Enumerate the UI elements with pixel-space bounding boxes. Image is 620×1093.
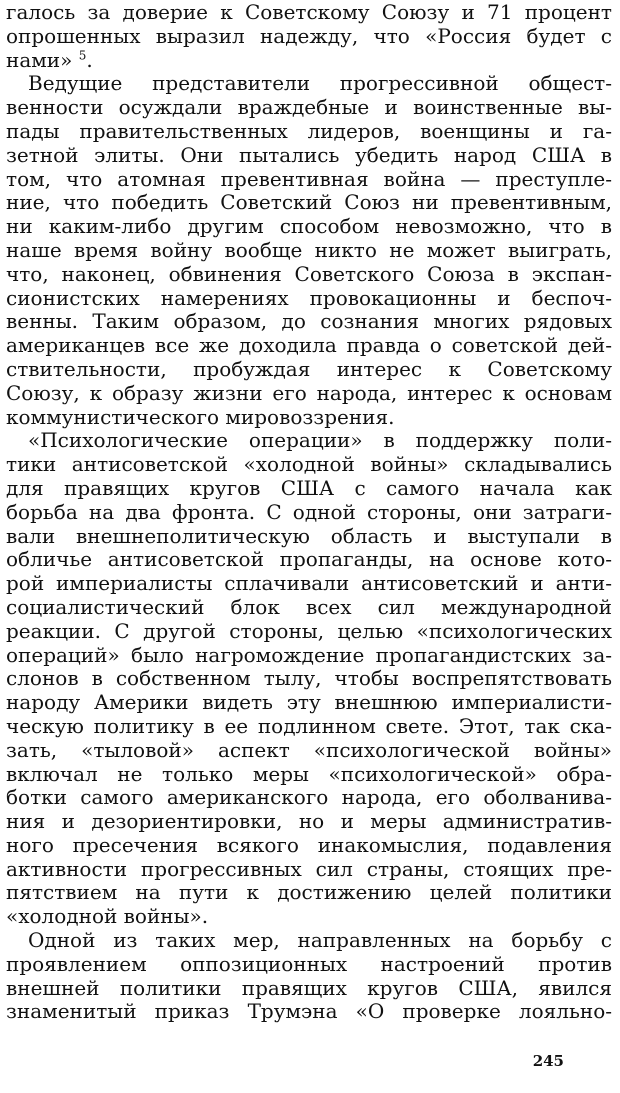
text-line: для правящих кругов США с самого начала как bbox=[6, 476, 612, 500]
footnote-marker: 5 bbox=[78, 48, 87, 62]
text-line: ние, что победить Советский Союз ни превентивным, bbox=[6, 191, 612, 215]
text-line: что, наконец, обвинения Советского Союза в экспан- bbox=[6, 262, 612, 286]
text-line: Союзу, к образу жизни его народа, интерес к основам bbox=[6, 381, 612, 405]
paragraph-3 bbox=[6, 429, 612, 929]
text-line: венны. Таким образом, до сознания многих рядовых bbox=[6, 310, 612, 334]
text-line: знаменитый приказ Трумэна «О проверке лояльно- bbox=[6, 1000, 612, 1024]
text-line: коммунистического мировоззрения. bbox=[6, 405, 395, 429]
text-line: активности прогрессивных сил страны, стоящих пре- bbox=[6, 857, 612, 881]
text-line: зать, «тыловой» аспект «психологической войны» bbox=[6, 738, 612, 762]
text-line: Одной из таких мер, направленных на борьбу с bbox=[28, 929, 612, 953]
text-line bbox=[6, 49, 612, 73]
text-line: борьба на два фронта. С одной стороны, они затраги- bbox=[6, 500, 612, 524]
text-line: реакции. С другой стороны, целью «психологических bbox=[6, 619, 612, 643]
text-line: «холодной войны». bbox=[6, 905, 209, 929]
text-fragment: . bbox=[86, 48, 93, 72]
text-line: Ведущие представители прогрессивной общест- bbox=[28, 72, 612, 96]
text-line: операций» было нагромождение пропагандистских за- bbox=[6, 643, 612, 667]
text-line: ния и дезориентировки, но и меры административ- bbox=[6, 810, 612, 834]
text-fragment: нами» bbox=[6, 48, 79, 72]
paragraph-4 bbox=[6, 929, 612, 1024]
text-line: пятствием на пути к достижению целей политики bbox=[6, 881, 612, 905]
text-line: обличье антисоветской пропаганды, на основе кото- bbox=[6, 548, 612, 572]
text-line: проявлением оппозиционных настроений против bbox=[6, 952, 612, 976]
text-line: социалистический блок всех сил международной bbox=[6, 595, 612, 619]
text-line: ческую политику в ее подлинном свете. Этот, так ска- bbox=[6, 714, 612, 738]
text-line: вали внешнеполитическую область и выступали в bbox=[6, 524, 612, 548]
text-line: тики антисоветской «холодной войны» складывались bbox=[6, 453, 612, 477]
text-line: ного пресечения всякого инакомыслия, подавления bbox=[6, 833, 612, 857]
text-line: слонов в собственном тылу, чтобы воспрепятствовать bbox=[6, 667, 612, 691]
text-line: ствительности, пробуждая интерес к Советскому bbox=[6, 357, 612, 381]
text-line: внешней политики правящих кругов США, явился bbox=[6, 976, 612, 1000]
text-line: опрошенных выразил надежду, что «Россия будет с bbox=[6, 24, 612, 48]
text-line: зетной элиты. Они пытались убедить народ США в bbox=[6, 143, 612, 167]
text-line: народу Америки видеть эту внешнюю империалисти- bbox=[6, 691, 612, 715]
text-line: ботки самого американского народа, его оболванива- bbox=[6, 786, 612, 810]
text-line: наше время войну вообще никто не может выиграть, bbox=[6, 238, 612, 262]
text-line: включал не только меры «психологической» обра- bbox=[6, 762, 612, 786]
paragraph-2 bbox=[6, 72, 612, 429]
text-line: галось за доверие к Советскому Союзу и 71 процент bbox=[6, 1, 612, 24]
text-line: том, что атомная превентивная война — преступле- bbox=[6, 167, 612, 191]
page-number: 245 bbox=[532, 1052, 564, 1070]
text-line: американцев все же доходила правда о советской дей- bbox=[6, 334, 612, 358]
text-line: пады правительственных лидеров, военщины и га- bbox=[6, 119, 612, 143]
text-line: сионистских намерениях провокационны и беспоч- bbox=[6, 286, 612, 310]
text-line: рой империалисты сплачивали антисоветский и анти- bbox=[6, 572, 612, 596]
paragraph-1 bbox=[6, 1, 612, 72]
text-line: ни каким-либо другим способом невозможно, что в bbox=[6, 215, 612, 239]
text-line: венности осуждали враждебные и воинственные вы- bbox=[6, 96, 612, 120]
text-line: «Психологические операции» в поддержку поли- bbox=[28, 429, 612, 453]
